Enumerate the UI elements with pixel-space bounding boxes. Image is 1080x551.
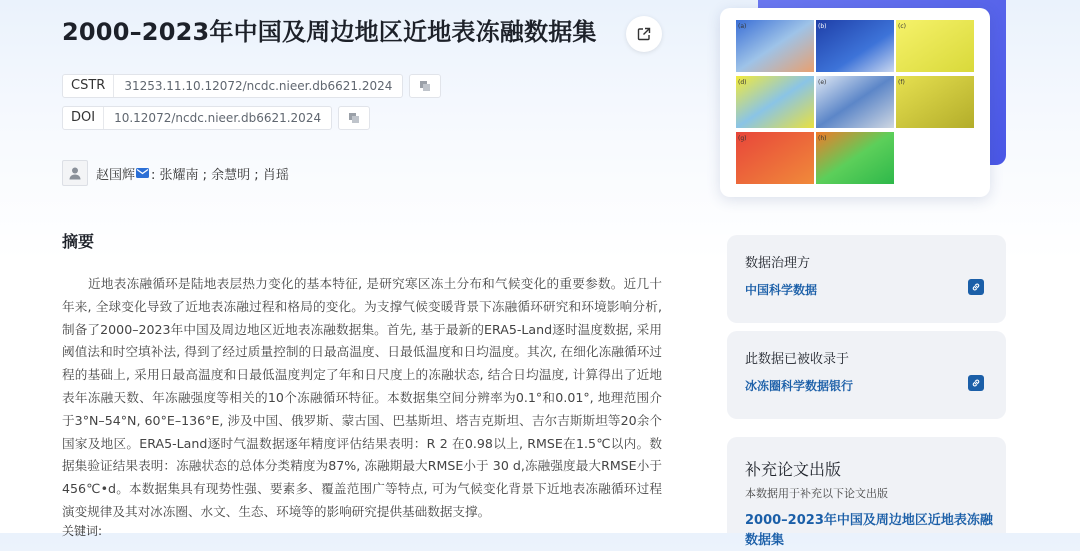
supplement-title: 补充论文出版 [745, 460, 842, 479]
governance-link[interactable]: 中国科学数据 [745, 283, 818, 297]
doi-row [62, 106, 370, 130]
panel-label-h: (h) [818, 135, 827, 142]
figure-panel-d [736, 76, 814, 128]
figure-map-grid [720, 8, 990, 197]
abstract-text: 近地表冻融循环是陆地表层热力变化的基本特征, 是研究寒区冻土分布和气候变化的重要参数。近几十年来, 全球变化导致了近地表冻融过程和格局的变化。为支撑气候变暖背景下冻融循环研究和环境影响分析, 制备了2000–2023年中国及周边地区近地表冻融数据集。首先, 基于最新的ERA5-Land逐时温度数据, 采用阈值法和时空填补法, 得到了经过质量控制的日最高温度、日最低温度和日均温度。其次, 在细化冻融循环过程的基础上, 采用日最高温度和日最低温度判定了年和日尺度上的冻融状态, 结合日均温度, 计算得出了近地表年冻融天数、年冻融强度等相关的10个冻融循环特征。本数据集空间分辨率为0.1°和0.01°, 地理范围介于3°N–54°N, 60°E–136°E, 涉及中国、俄罗斯、蒙古国、巴基斯坦、塔吉克斯坦、吉尔吉斯斯坦等20余个国家及地区。ERA5-Land逐时气温数据逐年精度评估结果表明：R 2 在0.98以上, RMSE在1.5℃以内。数据集验证结果表明：冻融状态的总体分类精度为87%, 冻融期最大RMSE小于 30 d,冻融强度最大RMSE小于456℃•d。本数据集具有现势性强、要素多、覆盖范围广等特点, 可为气候变化背景下近地表冻融循环过程演变规律及其对冰冻圈、水文、生态、环境等的影响研究提供基础数据支撑。 [62, 276, 662, 519]
cstr-row [62, 74, 441, 98]
mail-icon[interactable] [136, 168, 149, 178]
link-icon[interactable] [968, 279, 984, 295]
panel-label-g: (g) [738, 135, 747, 142]
doi-box [62, 106, 332, 130]
governance-title: 数据治理方 [745, 256, 811, 271]
copy-cstr-button[interactable] [409, 74, 441, 98]
figure-panel-a [736, 20, 814, 72]
panel-label-a: (a) [738, 23, 747, 30]
cstr-value: 31253.11.10.12072/ncdc.nieer.db6621.2024 [124, 79, 393, 93]
panel-label-b: (b) [818, 23, 827, 30]
data-governance-card [727, 235, 1006, 323]
cstr-label: CSTR [63, 75, 114, 97]
author-others[interactable]: : 张耀南 ; 余慧明 ; 肖瑶 [151, 167, 289, 183]
share-button[interactable] [626, 16, 662, 52]
cstr-box [62, 74, 403, 98]
indexed-title: 此数据已被收录于 [745, 352, 850, 367]
figure-panel-h [816, 132, 894, 184]
supplement-paper-link[interactable]: 2000–2023年中国及周边地区近地表冻融数据集 [745, 513, 993, 548]
copy-icon [419, 80, 431, 92]
copy-doi-button[interactable] [338, 106, 370, 130]
figure-panel-c [896, 20, 974, 72]
supplement-description: 本数据用于补充以下论文出版 [745, 487, 888, 500]
user-icon [62, 160, 88, 186]
doi-value: 10.12072/ncdc.nieer.db6621.2024 [114, 111, 322, 125]
figure-panel-e [816, 76, 894, 128]
keywords-label: 关键词: [62, 524, 103, 538]
indexed-in-card [727, 331, 1006, 419]
copy-icon [348, 112, 360, 124]
supplement-paper-card [727, 437, 1006, 548]
link-icon[interactable] [968, 375, 984, 391]
page-title: 2000–2023年中国及周边地区近地表冻融数据集 [62, 18, 597, 46]
abstract-heading: 摘要 [62, 232, 95, 251]
panel-label-d: (d) [738, 79, 747, 86]
panel-label-e: (e) [818, 79, 827, 86]
author-primary[interactable]: 赵国辉 [96, 167, 136, 183]
figure-panel-f [896, 76, 974, 128]
panel-label-f: (f) [898, 79, 905, 86]
panel-label-c: (c) [898, 23, 906, 30]
figure-panel-g [736, 132, 814, 184]
indexed-link[interactable]: 冰冻圈科学数据银行 [745, 379, 854, 393]
doi-label: DOI [63, 107, 104, 129]
figure-panel-b [816, 20, 894, 72]
share-external-icon [636, 26, 652, 42]
dataset-figure-thumbnail[interactable] [720, 8, 990, 197]
author-list [62, 161, 289, 185]
